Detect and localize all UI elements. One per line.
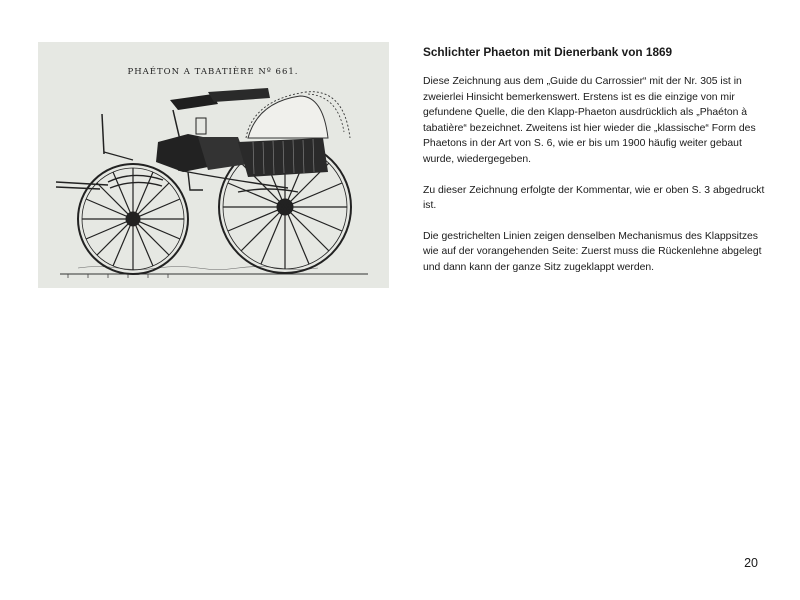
front-wheel xyxy=(78,164,188,274)
carriage-illustration xyxy=(38,42,389,288)
article-paragraph-1: Diese Zeichnung aus dem „Guide du Carrossier“ mit der Nr. 305 ist in zweierlei Hinsicht bemerkenswert. Erstens ist es die einzige von mir gefundene Quelle, die den Klapp-Phaeton ausdrücklich als „Phaéton à tabatière“ bezeichnet. Zweitens ist hier wieder die „klassische“ Form des Phaetons in der Art von S. 6, wie er bis um 1900 häufig weiter gebaut wurde, wiedergegeben. xyxy=(423,76,756,165)
article xyxy=(423,44,768,291)
carriage-body xyxy=(102,88,350,190)
page-number: 20 xyxy=(744,556,758,570)
carriage-drawing-icon xyxy=(38,42,389,288)
article-paragraph-2: Zu dieser Zeichnung erfolgte der Kommentar, wie er oben S. 3 abgedruckt ist. xyxy=(423,184,765,212)
figure-caption: PHAÉTON A TABATIÈRE Nº 661. xyxy=(127,67,299,77)
article-heading: Schlichter Phaeton mit Dienerbank von 1869 xyxy=(423,45,673,59)
article-paragraph-3: Die gestrichelten Linien zeigen denselben Mechanismus des Klappsitzes wie auf der vorangehenden Seite: Zuerst muss die Rückenlehne abgelegt und dann kann der ganze Sitz zugeklappt werden. xyxy=(423,230,762,273)
